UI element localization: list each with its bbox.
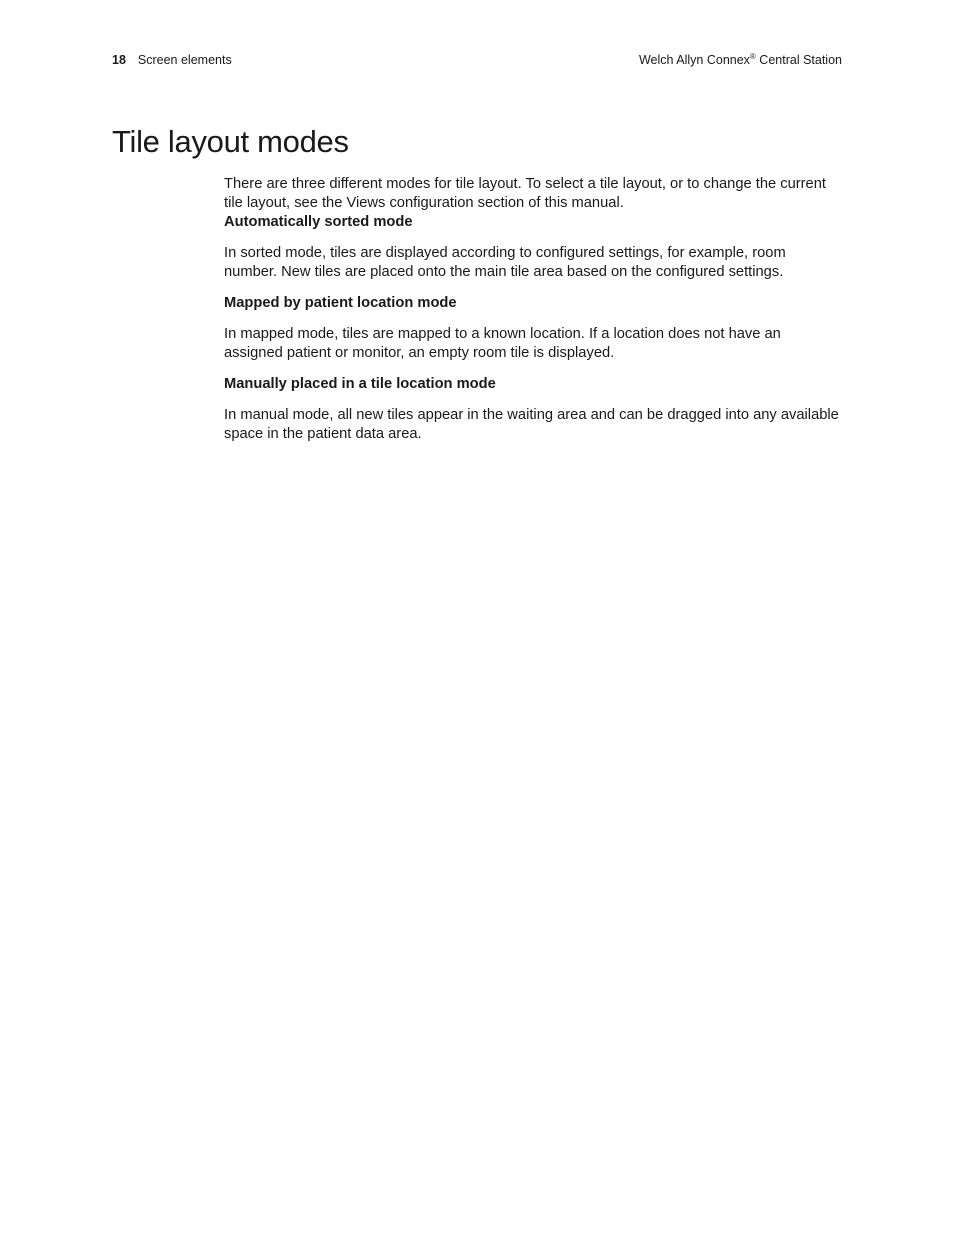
running-header	[112, 51, 842, 69]
section-name: Screen elements	[137, 53, 232, 67]
body-content	[224, 175, 842, 456]
section-heading-manual: Manually placed in a tile location mode	[224, 376, 496, 392]
page-title: Tile layout modes	[112, 124, 349, 159]
section-body-mapped: In mapped mode, tiles are mapped to a known location. If a location does not have an assigned patient or monitor, an empty room tile is displayed.	[224, 326, 781, 361]
document-title	[639, 51, 842, 69]
product-suffix: Central Station	[755, 53, 842, 67]
intro-paragraph: There are three different modes for tile layout. To select a tile layout, or to change the current tile layout, see the Views configuration section of this manual.	[224, 176, 826, 211]
page-number: 18	[112, 53, 126, 67]
registered-mark: ®	[749, 52, 756, 61]
section-heading-mapped: Mapped by patient location mode	[224, 295, 457, 311]
section-body-sorted: In sorted mode, tiles are displayed according to configured settings, for example, room number. New tiles are placed onto the main tile area based on the configured settings.	[224, 245, 786, 280]
section-body-manual: In manual mode, all new tiles appear in the waiting area and can be dragged into any available space in the patient data area.	[224, 407, 839, 442]
section-heading-sorted: Automatically sorted mode	[224, 214, 413, 230]
header-left	[112, 51, 232, 69]
product-name: Welch Allyn Connex	[638, 53, 750, 67]
